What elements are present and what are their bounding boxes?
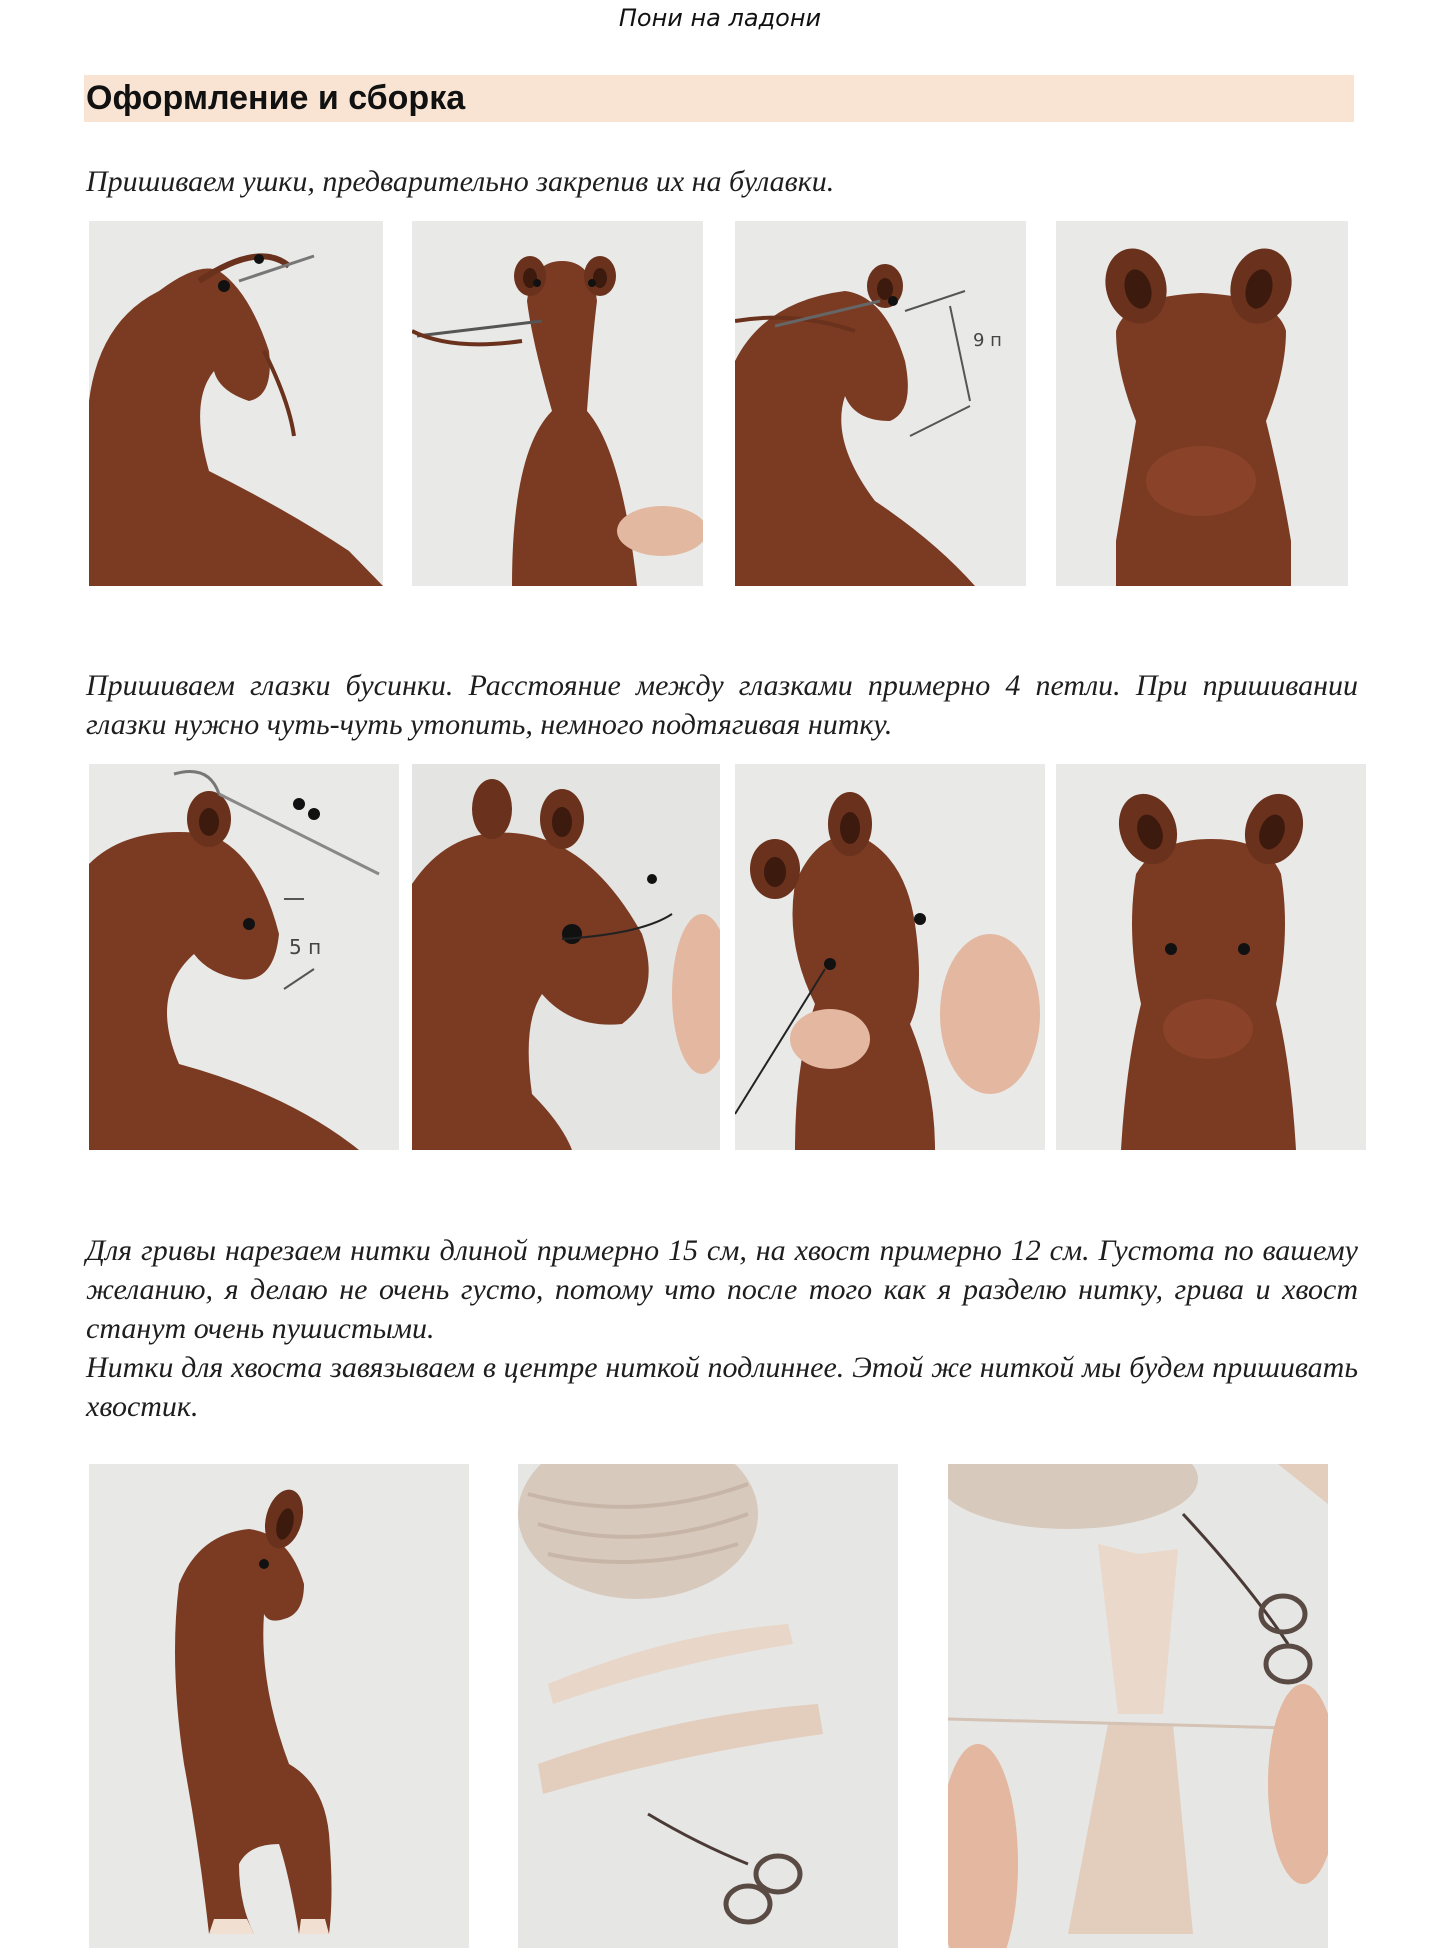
yarn-cut-strands-photo bbox=[518, 1464, 898, 1948]
pony-head-eye-sewing-photo bbox=[412, 764, 720, 1150]
pony-side-measure-photo bbox=[735, 221, 1026, 586]
yarn-tail-tied-photo bbox=[948, 1464, 1328, 1948]
pony-side-eye-measure-photo bbox=[89, 764, 399, 1150]
eye-measure-label: 5 п bbox=[289, 935, 322, 959]
step-3-paragraph-2: Нитки для хвоста завязываем в центре ниткой подлиннее. Этой же ниткой мы будем пришивать хвостик. bbox=[86, 1351, 1358, 1423]
step-3-text bbox=[86, 1231, 1358, 1426]
step-2-text bbox=[86, 666, 1358, 744]
step-2-paragraph: Пришиваем глазки бусинки. Расстояние между глазками примерно 4 петли. При пришивании глазки нужно чуть-чуть утопить, немного подтягивая нитку. bbox=[86, 669, 1358, 741]
step-1-paragraph: Пришиваем ушки, предварительно закрепив их на булавки. bbox=[86, 165, 835, 198]
section-title: Оформление и сборка bbox=[86, 79, 466, 117]
pony-held-eyes-photo bbox=[735, 764, 1045, 1150]
step-1-text bbox=[86, 162, 1358, 201]
pony-full-body-photo bbox=[89, 1464, 469, 1948]
page-header: Пони на ладони bbox=[618, 4, 822, 32]
pony-head-with-needle-photo bbox=[89, 221, 383, 586]
pony-front-eyes-done-photo bbox=[1056, 764, 1366, 1150]
pony-front-pinned-ears-photo bbox=[412, 221, 703, 586]
ear-measure-label: 9 п bbox=[973, 330, 1002, 351]
step-3-paragraph-1: Для гривы нарезаем нитки длиной примерно 15 см, на хвост примерно 12 см. Густота по вашему желанию, я делаю не очень густо, потому что после того как я разделю нитку, грива и хвост станут очень пушистыми. bbox=[86, 1234, 1358, 1345]
pony-front-ears-sewn-photo bbox=[1056, 221, 1348, 586]
